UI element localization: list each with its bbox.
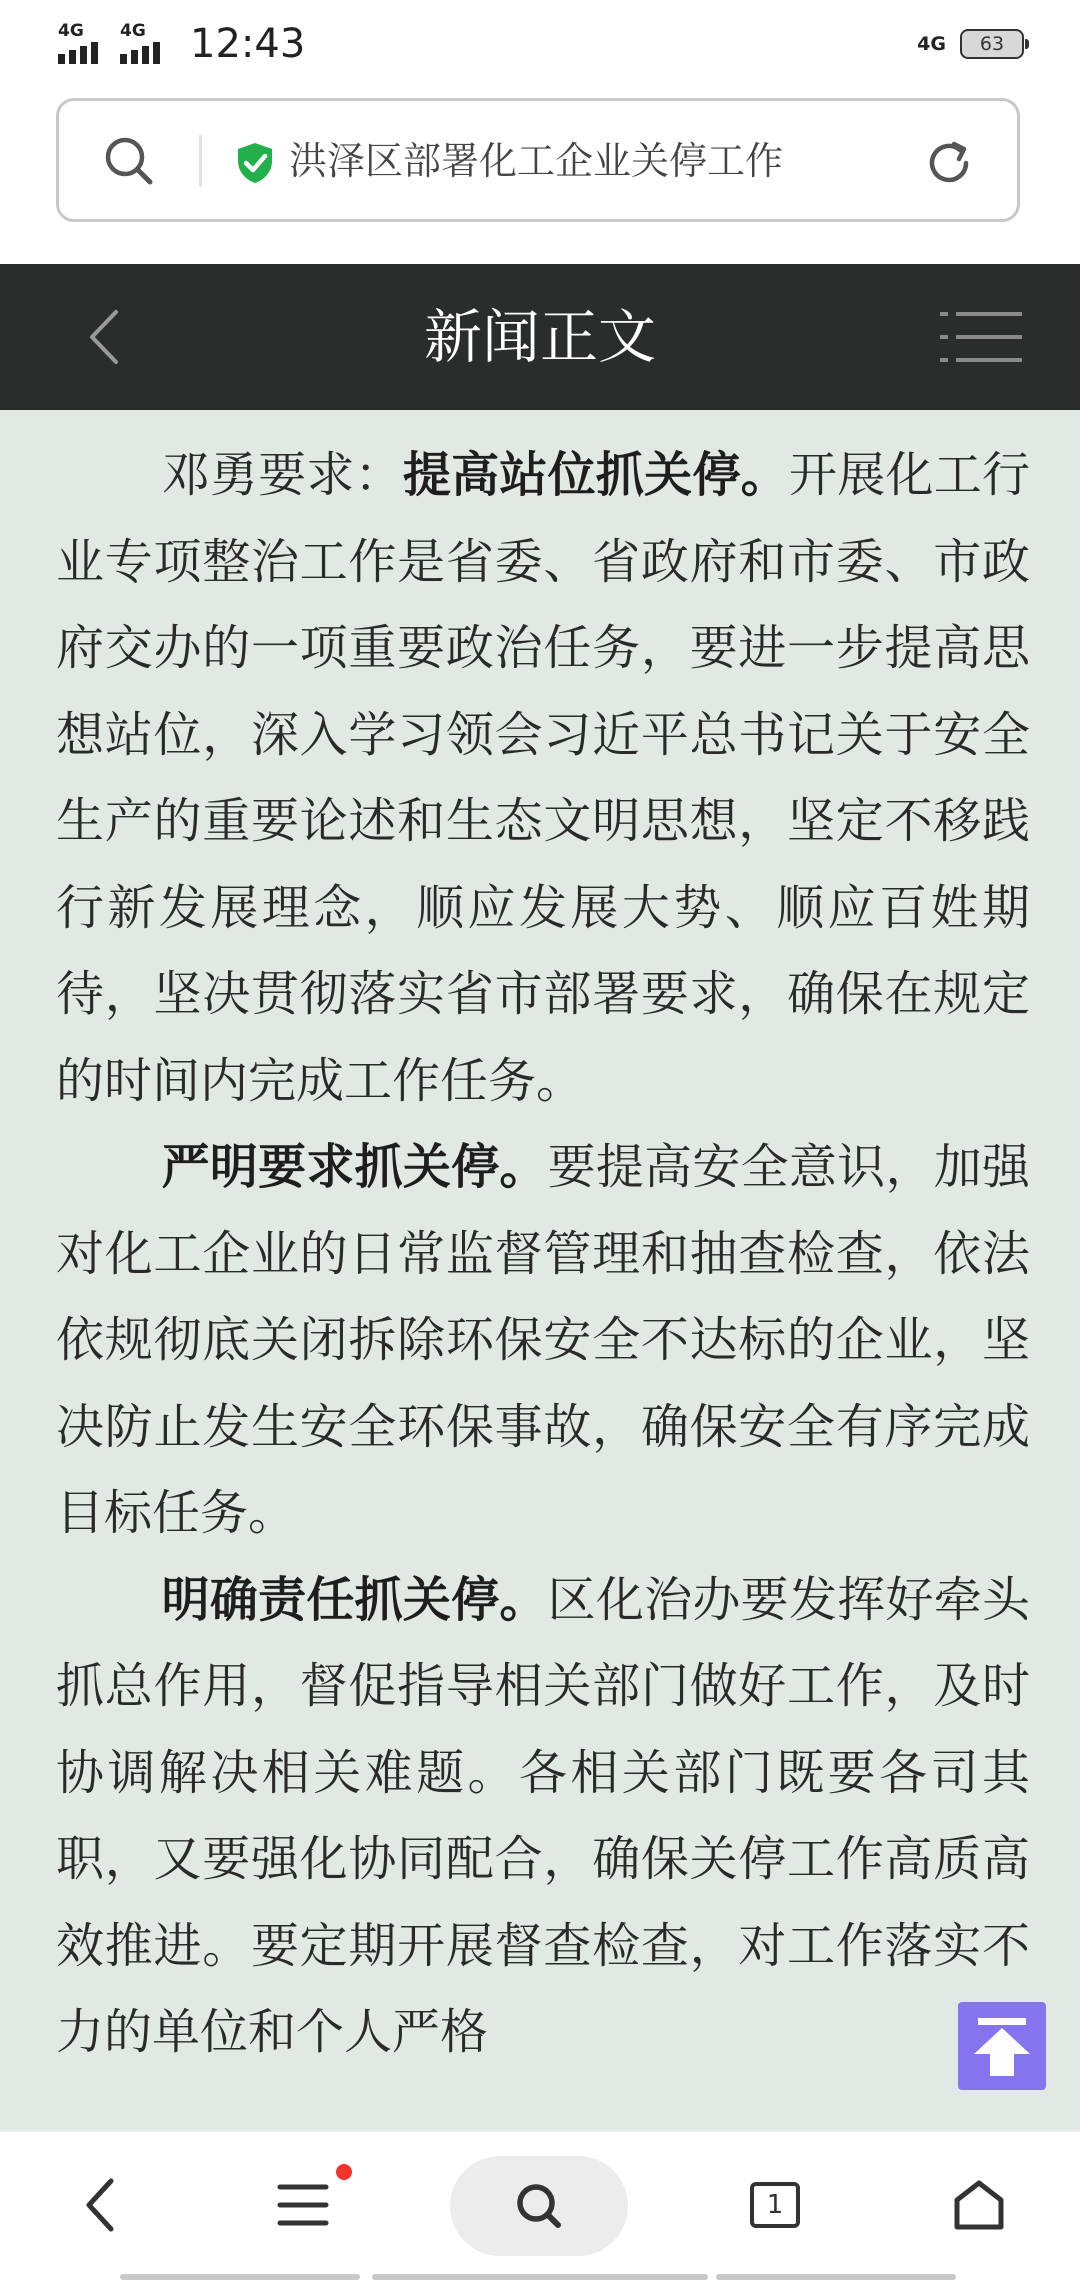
notification-dot [336,2164,352,2180]
news-header [0,264,1080,410]
reload-icon[interactable] [923,137,975,189]
tabs-icon [750,2182,800,2228]
gesture-bar-segment [372,2274,708,2280]
paragraph-2 [56,1124,1030,1557]
paragraph-heading: 提高站位抓关停。 [402,447,789,503]
menu-icon [277,2182,329,2228]
address-title[interactable]: 洪泽区部署化工企业关停工作 [289,139,784,183]
paragraph-3 [56,1557,1030,2076]
status-left [58,14,305,74]
nav-menu-button[interactable] [258,2160,348,2250]
paragraph-text: 开展化工行业专项整治工作是省委、省政府和市委、市政府交办的一项重要政治任务，要进一步提高思想站位，深入学习领会习近平总书记关于安全生产的重要论述和生态文明思想，坚定不移践行新发展理念，顺应发展大势、顺应百姓期待，坚决贯彻落实省市部署要求，确保在规定的时间内完成工作任务。 [56,447,1030,1109]
network-type-right: 4G [917,33,946,55]
arrow-up-icon [958,2002,1046,2090]
paragraph-1 [56,432,1030,1124]
nav-back-button[interactable] [56,2160,146,2250]
nav-tabs-button[interactable] [730,2160,820,2250]
network-type-1: 4G [58,21,84,41]
paragraph-heading: 严明要求抓关停。 [161,1139,548,1195]
gesture-bar-segment [716,2274,956,2280]
scroll-to-top-button[interactable] [958,2002,1046,2090]
tab-count: 1 [766,2190,784,2220]
status-right [917,18,1024,70]
clock: 12:43 [190,21,306,67]
address-bar[interactable] [56,98,1020,222]
status-bar [0,0,1080,88]
article-body [56,432,1030,2076]
network-type-2: 4G [120,21,146,41]
paragraph-text: 区化治办要发挥好牵头抓总作用，督促指导相关部门做好工作，及时协调解决相关难题。各相关部门既要各司其职，又要强化协同配合，确保关停工作高质高效推进。要定期开展督查检查，对工作落实不力的单位和个人严格 [56,1571,1030,2060]
battery-level: 63 [979,33,1005,55]
page-title: 新闻正文 [423,303,656,371]
menu-icon[interactable] [940,309,1022,365]
paragraph-text: 要提高安全意识，加强对化工企业的日常监督管理和抽查检查，依法依规彻底关闭拆除环保安全不达标的企业，坚决防止发生安全环保事故，确保安全有序完成目标任务。 [56,1139,1030,1541]
bottom-navigation [0,2130,1080,2280]
home-icon [951,2178,1007,2232]
signal-icon-2 [120,22,172,66]
search-icon [450,2156,628,2256]
paragraph-heading: 明确责任抓关停。 [161,1571,548,1628]
back-icon [81,2175,121,2235]
paragraph-lead: 邓勇要求： [161,447,403,503]
article-content[interactable] [0,410,1080,2130]
shield-check-icon [235,141,275,185]
gesture-bar-segment [120,2274,360,2280]
search-icon[interactable] [101,133,157,189]
nav-home-button[interactable] [934,2160,1024,2250]
address-divider [199,135,202,187]
signal-icon-1 [58,22,110,66]
battery-icon [960,29,1024,59]
nav-search-button[interactable] [450,2156,628,2256]
